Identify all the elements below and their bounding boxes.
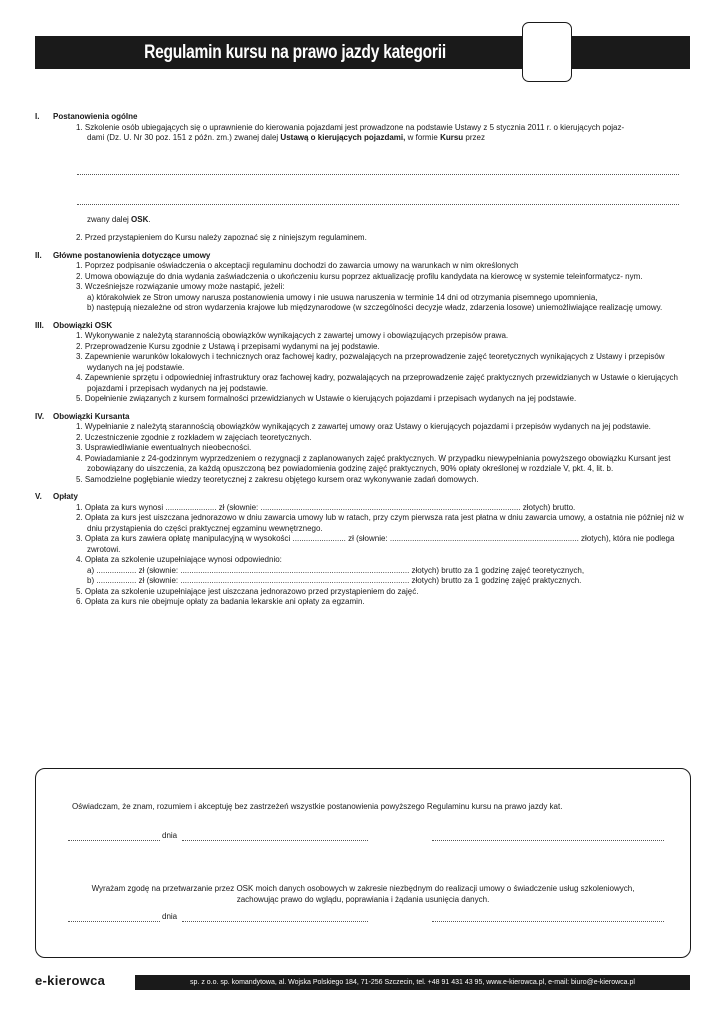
list-item: 1. Poprzez podpisanie oświadczenia o akceptacji regulaminu dochodzi do zawarcia umowy na warunkach w nim określonych — [76, 261, 519, 270]
school-name-field[interactable] — [77, 160, 679, 175]
section-heading: Obowiązki Kursanta — [53, 411, 130, 421]
fee-item-theory-hour[interactable]: a) .................. zł (słownie: ....................................................................................................... złotych) brutto za 1 godzinę zajęć teoretycznych, — [87, 565, 585, 575]
list-subitem: a) którakolwiek ze Stron umowy narusza postanowienia umowy i nie usuwa naruszenia w terminie 14 dni od otrzymania pisemnego upomnienia, — [87, 292, 598, 302]
list-item: 1. Wypełnianie z należytą starannością obowiązków wynikających z zawartej umowy oraz Ustawy o kierujących pojazdami i przepisów wydanych na jej podstawie. — [76, 422, 651, 431]
signature-field[interactable] — [432, 912, 664, 922]
list-subitem: b) następują niezależne od stron wydarzenia krajowe lub międzynarodowe (w szczególności decyzje władz, zdarzenia losowe) uniemożliwiające realizację umowy. — [87, 303, 663, 312]
list-item: 2. Przeprowadzenie Kursu zgodnie z Ustawą i przepisami wydanymi na jej podstawie. — [76, 341, 380, 351]
section-number: II. — [35, 250, 42, 260]
list-item: 1. Wykonywanie z należytą starannością obowiązków wynikających z zawartej umowy i obowiązujących przepisów prawa. — [76, 331, 509, 340]
section-general — [35, 112, 685, 244]
declaration-box — [35, 768, 691, 958]
signature-field[interactable] — [432, 831, 664, 841]
list-item: 5. Dopełnienie związanych z kursem formalności przewidzianych w Ustawie o kierujących pojazdami i przepisach wydanych na jej podstawie. — [76, 394, 577, 403]
list-item: 2. Uczestniczenie zgodnie z rozkładem w zajęciach teoretycznych. — [76, 432, 312, 442]
section-student-duties — [35, 412, 685, 486]
list-item: 2. Przed przystąpieniem do Kursu należy zapoznać się z niniejszym regulaminem. — [76, 233, 367, 242]
signature-row — [68, 831, 668, 843]
section-osk-duties — [35, 321, 685, 405]
footer — [35, 975, 690, 990]
section-main-provisions — [35, 251, 685, 314]
date-label: dnia — [162, 912, 178, 921]
list-item: 3. Wcześniejsze rozwiązanie umowy może nastąpić, jeżeli: — [76, 282, 285, 291]
list-item: 3. Zapewnienie warunków lokalowych i technicznych oraz fachowej kadry, pozwalających na przeprowadzenie zajęć teoretycznych wynikających z Ustawy i przepisów wydanych na jej podstawie. — [76, 352, 665, 372]
osk-definition: zwany dalej OSK. — [87, 214, 151, 224]
list-item: 2. Umowa obowiązuje do dnia wydania zaświadczenia o ukończeniu kursu poprzez aktualizację profilu kandydata na kierowcę w systemie teleinformatycz- nym. — [76, 271, 643, 281]
fee-item-practice-hour[interactable]: b) .................. zł (słownie: ....................................................................................................... złotych) brutto za 1 godzinę zajęć praktycznych. — [87, 576, 582, 585]
place-field[interactable] — [68, 831, 160, 841]
list-item: 1. Szkolenie osób ubiegających się o uprawnienie do kierowania pojazdami jest prowadzone na podstawie Ustawy z 5 stycznia 2011 r. o kierujących pojaz- — [76, 122, 625, 132]
school-name-field-2[interactable] — [77, 190, 679, 205]
title-bar — [35, 36, 690, 69]
date-label: dnia — [162, 831, 178, 840]
list-item: 5. Samodzielne pogłębianie wiedzy teoretycznej z zakresu objętego kursem oraz wykonywanie zadań domowych. — [76, 474, 479, 484]
list-item: 4. Powiadamianie z 24-godzinnym wyprzedzeniem o rezygnacji z zaplanowanych zajęć praktycznych. W przypadku niewypełniania powyższego obowiązku Kursant jest zobowiązany do uiszczenia, za każdą opuszczoną bez powiadomienia godzinę zajęć praktycznych, 90% opłaty określonej w rozdziale V, pkt. 4, lit. b. — [76, 453, 671, 473]
section-number: V. — [35, 492, 42, 501]
company-info: sp. z o.o. sp. komandytowa, al. Wojska Polskiego 184, 71-256 Szczecin, tel. +48 91 431 43 95, www.e-kierowca.pl, e-mail: biuro@e-kierowca.pl — [135, 975, 690, 990]
date-field[interactable] — [182, 912, 368, 922]
section-number: IV. — [35, 411, 45, 421]
regulations-body — [35, 112, 685, 608]
section-fees — [35, 492, 685, 608]
fee-item-handling[interactable]: 3. Opłata za kurs zawiera opłatę manipulacyjną w wysokości ........................ zł (słownie: ..................................................................................... złotych), która nie podlega zwrotowi. — [76, 534, 675, 554]
list-item: 4. Zapewnienie sprzętu i odpowiedniej infrastruktury oraz fachowej kadry, pozwalających na przeprowadzenie zajęć praktycznych przewidzianych w Ustawie o kierujących pojazdami i przepisach wydanych na jej podstawie. — [76, 373, 678, 393]
place-field[interactable] — [68, 912, 160, 922]
section-heading: Postanowienia ogólne — [53, 112, 138, 121]
page-title: Regulamin kursu na prawo jazdy kategorii — [144, 42, 446, 63]
consent-statement: Wyrażam zgodę na przetwarzanie przez OSK moich danych osobowych w zakresie niezbędnym do realizacji umowy o świadczenie usług szkoleniowych, zachowując prawo do wglądu, poprawiania i żądania usunięcia danych. — [91, 884, 635, 904]
fee-item-course[interactable]: 1. Opłata za kurs wynosi ....................... zł (słownie: ..................................................................................................................... złotych) brutto. — [76, 502, 576, 512]
section-number: I. — [35, 112, 40, 121]
section-heading: Obowiązki OSK — [53, 320, 113, 330]
list-item: 2. Opłata za kurs jest uiszczana jednorazowo w dniu zawarcia umowy lub w ratach, przy czym pierwsza rata jest płatna w dniu zawarcia umowy, a ostatnia nie później niż w dniu przystąpienia do części praktycznej egzaminu wewnętrznego. — [76, 513, 684, 533]
section-heading: Główne postanowienia dotyczące umowy — [53, 250, 211, 260]
section-heading: Opłaty — [53, 492, 78, 501]
section-number: III. — [35, 320, 44, 330]
list-item: 4. Opłata za szkolenie uzupełniające wynosi odpowiednio: — [76, 555, 282, 564]
list-item: 6. Opłata za kurs nie obejmuje opłaty za badania lekarskie ani opłaty za egzamin. — [76, 597, 365, 606]
acceptance-statement: Oświadczam, że znam, rozumiem i akceptuję bez zastrzeżeń wszystkie postanowienia powyższego Regulaminu kursu na prawo jazdy kat. — [72, 802, 563, 811]
category-field[interactable] — [522, 22, 572, 82]
signature-row — [68, 912, 668, 924]
brand-logo: e-kierowca — [35, 973, 106, 988]
list-item: 3. Usprawiedliwianie ewentualnych nieobecności. — [76, 443, 252, 452]
list-item-continuation: dami (Dz. U. Nr 30 poz. 151 z późn. zm.) zwanej dalej Ustawą o kierujących pojazdami, w formie Kursu przez — [87, 133, 485, 142]
date-field[interactable] — [182, 831, 368, 841]
list-item: 5. Opłata za szkolenie uzupełniające jest uiszczana jednorazowo przed przystąpieniem do zajęć. — [76, 586, 419, 596]
